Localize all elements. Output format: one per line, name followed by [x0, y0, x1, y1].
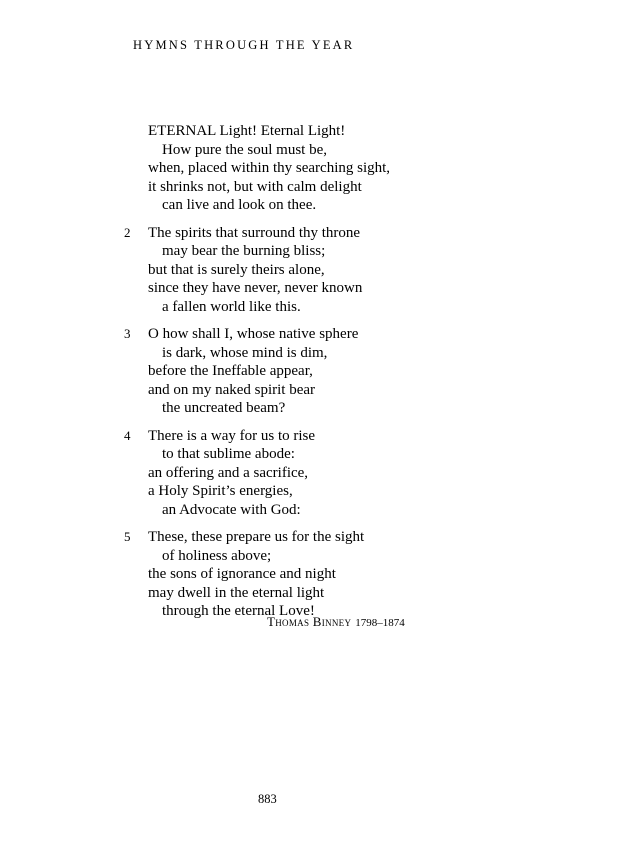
hymn-line: the uncreated beam?: [162, 400, 286, 416]
stanza-1: [148, 122, 390, 215]
stanza-5: [124, 528, 390, 621]
hymn-line: O how shall I, whose native sphere: [148, 326, 359, 342]
hymn-text: [124, 122, 391, 630]
stanza-2: [124, 224, 390, 317]
hymn-line: through the eternal Love!: [162, 603, 315, 619]
hymn-line: There is a way for us to rise: [148, 427, 316, 444]
hymn-line: is dark, whose mind is dim,: [162, 344, 328, 361]
verse-number: 3: [124, 326, 131, 341]
hymn-line: of holiness above;: [162, 547, 272, 564]
hymn-line: a Holy Spirit’s energies,: [148, 483, 293, 499]
hymn-line: and on my naked spirit bear: [148, 381, 316, 398]
hymn-line: How pure the soul must be,: [162, 141, 327, 158]
hymn-line: the sons of ignorance and night: [148, 566, 336, 582]
verse-number: 2: [124, 224, 131, 240]
page-number: 883: [258, 792, 277, 806]
hymn-line: a fallen world like this.: [162, 298, 301, 315]
hymn-line: The spirits that surround thy throne: [148, 224, 361, 241]
author-dates: 1798–1874: [355, 617, 405, 629]
hymn-line: ETERNAL Light! Eternal Light!: [148, 123, 346, 139]
hymn-line: before the Ineffable appear,: [148, 363, 313, 379]
running-head: HYMNS THROUGH THE YEAR: [133, 38, 355, 52]
hymn-line: can live and look on thee.: [162, 197, 317, 213]
hymn-line: it shrinks not, but with calm delight: [148, 178, 362, 195]
stanza-4: [124, 427, 390, 520]
hymn-line: an Advocate with God:: [162, 501, 301, 518]
hymn-line: when, placed within thy searching sight,: [148, 160, 391, 176]
verse-number: 5: [124, 529, 131, 544]
hymn-line: may bear the burning bliss;: [162, 243, 326, 259]
stanza-3: [124, 325, 390, 418]
hymn-line: since they have never, never known: [148, 280, 363, 296]
attribution: [267, 614, 405, 630]
hymn-line: an offering and a sacrifice,: [148, 464, 309, 481]
hymn-line: but that is surely theirs alone,: [148, 261, 325, 278]
author-name: Thomas Binney: [267, 614, 352, 629]
hymn-line: may dwell in the eternal light: [148, 584, 325, 601]
verse-number: 4: [124, 427, 131, 443]
hymn-line: to that sublime abode:: [162, 446, 295, 462]
hymn-line: These, these prepare us for the sight: [148, 529, 365, 545]
